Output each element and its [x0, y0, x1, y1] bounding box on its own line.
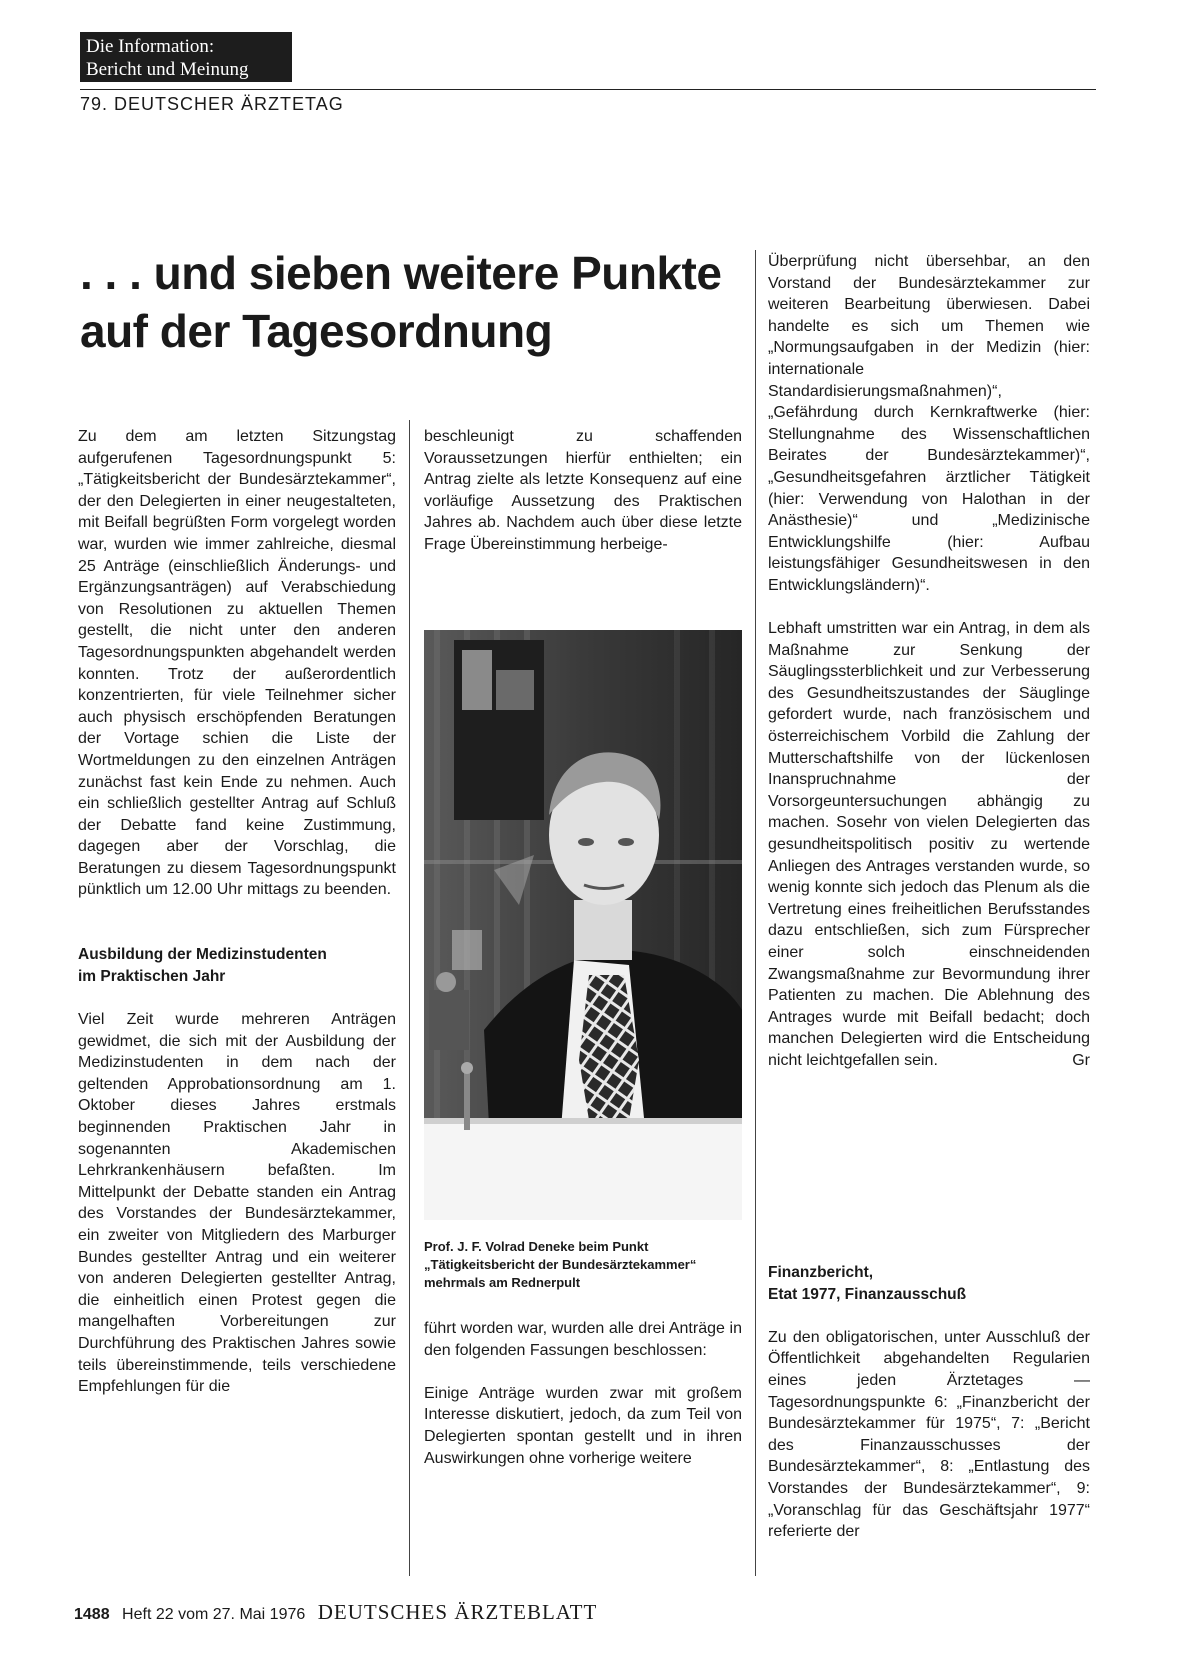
paragraph: Zu den obligatorischen, unter Ausschluß der Öffentlichkeit abgehandelten Regularien eines jeden Ärztetages — Tagesordnungspunkte 6: „Finanzbericht der Bundesärztekammer für 1975“, 7: „Bericht des Finanzausschusses der Bundesärztekammer“, 8: „Entlastung des Vorstandes der Bundesärztekammer“, 9: „Voranschlag für das Geschäftsjahr 1977“ referierte der [768, 1328, 1090, 1541]
column-2-top [424, 426, 742, 556]
speaker-photo [424, 630, 742, 1220]
paragraph-text: Lebhaft umstritten war ein Antrag, in dem als Maßnahme zur Senkung der Säuglingssterblichkeit und zur Verbesserung des Gesundheitszustandes der Säuglinge gefordert wurde, nach französischem und österreichischem Vorbild die Zahlung der Mutterschaftshilfe von der lückenlosen Inanspruchnahme der Vorsorgeuntersuchungen abhängig zu machen. Sosehr von vielen Delegierten das gesundheitspolitisch positiv zu wertende Anliegen des Antrages verstanden wurde, so wenig konnte sich jedoch das Plenum als die Vertretung eines freiheitlichen Berufsstandes dazu entschließen, sich zum Fürsprecher einer solch einschneidenden Zwangsmaßnahme zur Bevormundung ihrer Patienten zu machen. Die Ablehnung des Antrages wurde mit Beifall bedacht; doch manchen Delegierten wird die Entscheidung nicht leichtgefallen sein. [768, 620, 1090, 1069]
subheading-training [78, 944, 396, 987]
author-initials: Gr [1072, 1051, 1090, 1069]
title-line-1: . . . und sieben weitere Punkte [80, 247, 722, 299]
photo-caption: Prof. J. F. Volrad Deneke beim Punkt „Tätigkeitsbericht der Bundesärztekammer“ mehrmals am Rednerpult [424, 1239, 697, 1290]
page-number: 1488 [74, 1606, 110, 1623]
subheading-line-1: Finanzbericht, [768, 1264, 874, 1281]
paragraph: beschleunigt zu schaffenden Voraussetzungen hierfür enthielten; ein Antrag zielte als letzte Konsequenz auf eine vorläufige Aussetzung des Praktischen Jahres ab. Nachdem auch über diese letzte Frage Übereinstimmung herbeige- [424, 428, 742, 553]
column-1 [78, 426, 396, 1398]
column-2-bottom [424, 1318, 742, 1469]
subheading-finance [768, 1262, 1090, 1305]
badge-line-2: Bericht und Meinung [86, 59, 249, 80]
header-rule [80, 89, 1096, 90]
subheading-line-2: im Praktischen Jahr [78, 967, 226, 985]
column-3-top [768, 251, 1090, 1072]
title-line-2: auf der Tagesordnung [80, 305, 553, 357]
paragraph: Einige Anträge wurden zwar mit großem Interesse diskutiert, jedoch, da zum Teil von Delegierten spontan gestellt und in ihren Auswirkungen ohne vorherige weitere [424, 1384, 742, 1467]
paragraph: Zu dem am letzten Sitzungstag aufgerufenen Tagesordnungspunkt 5: „Tätigkeitsbericht der Bundesärztekammer“, der den Delegierten in einer neugestalteten, mit Beifall begrüßten Form vorgelegt worden war, wurden wie immer zahlreiche, diesmal 25 Anträge (einschließlich Änderungs- und Ergänzungsanträgen) auf Verabschiedung von Resolutionen zu aktuellen Themen gestellt, die nicht unter den anderen Tagesordnungspunkten abgehandelt werden konnten. Trotz der außerordentlich konzentrierten, für viele Teilnehmer sicher auch physisch erschöpfenden Beratungen der Vortage schien die Liste der Wortmeldungen zu den einzelnen Anträgen zunächst fast kein Ende zu nehmen. Auch ein schließlich gestellter Antrag auf Schluß der Debatte fand keine Zustimmung, dagegen aber der Vorschlag, die Beratungen zu diesem Tagesordnungspunkt pünktlich um 12.00 Uhr mittags zu beenden. [78, 428, 396, 899]
section-badge [80, 32, 292, 82]
badge-line-1: Die Information: [86, 36, 215, 57]
issue-info: Heft 22 vom 27. Mai 1976 [122, 1606, 306, 1623]
page-footer [74, 1600, 1104, 1625]
article-title [80, 244, 740, 360]
paragraph [768, 618, 1090, 1071]
paragraph: Überprüfung nicht übersehbar, an den Vorstand der Bundesärztekammer zur weiteren Bearbeitung überwiesen. Dabei handelte es sich um Themen wie „Normungsaufgaben in der Medizin (hier: internationale Standardisierungsmaßnahmen)“, „Gefährdung durch Kernkraftwerke (hier: Stellungnahme des Wissenschaftlichen Beirates der Bundesärztekammer)“, „Gesundheitsgefahren ärztlicher Tätigkeit (hier: Verwendung von Halothan in der Anästhesie)“ und „Medizinische Entwicklungshilfe (hier: Aufbau leistungsfähiger Gesundheitswesen in den Entwicklungsländern)“. [768, 253, 1090, 594]
section-title: 79. DEUTSCHER ÄRZTETAG [80, 94, 344, 114]
subheading-line-1: Ausbildung der Medizinstudenten [78, 946, 327, 964]
column-divider-1 [409, 420, 410, 1576]
paragraph: Viel Zeit wurde mehreren Anträgen gewidmet, die sich mit der Ausbildung der Medizinstudenten in dem nach der geltenden Approbationsordnung am 1. Oktober dieses Jahres erstmals beginnenden Praktischen Jahr in sogenannten Akademischen Lehrkrankenhäusern befaßten. Im Mittelpunkt der Debatte standen ein Antrag des Vorstandes der Bundesärztekammer, ein zweiter von Mitgliedern des Marburger Bundes gestellter Antrag und ein weiterer von anderen Delegierten gestellter Antrag, die einheitlich einen Protest gegen die mangelhaften Vorbereitungen zur Durchführung des Praktischen Jahres sowie teils übereinstimmende, teils verschiedene Empfehlungen für die [78, 1011, 396, 1396]
column-3-bottom [768, 1262, 1090, 1543]
subheading-line-2: Etat 1977, Finanzausschuß [768, 1285, 967, 1303]
paragraph: führt worden war, wurden alle drei Anträge in den folgenden Fassungen beschlossen: [424, 1320, 742, 1359]
column-divider-2 [755, 250, 756, 1576]
speaker-photo-image [424, 630, 742, 1220]
journal-name: DEUTSCHES ÄRZTEBLATT [317, 1600, 598, 1624]
